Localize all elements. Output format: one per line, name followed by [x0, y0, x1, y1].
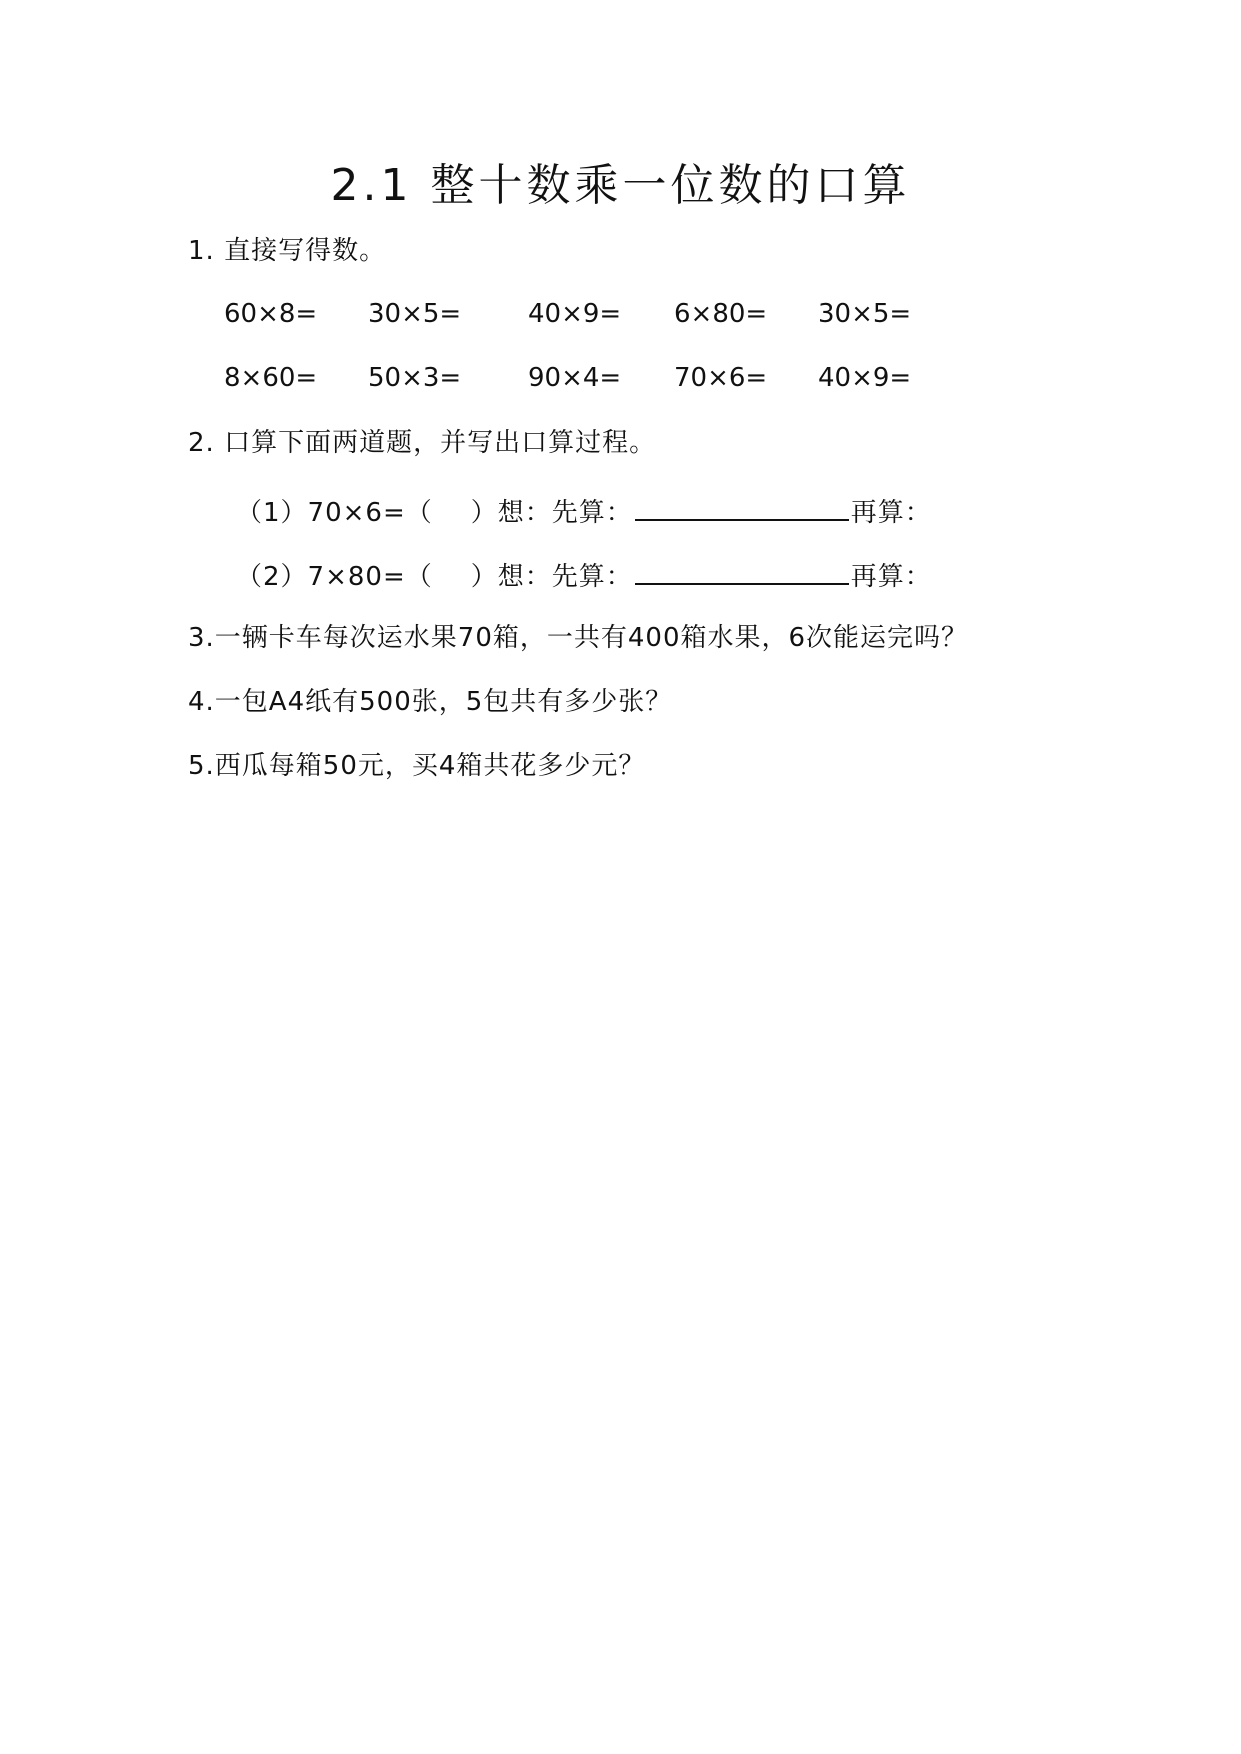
question-4: 4.一包A4纸有500张，5包共有多少张？ [188, 687, 673, 717]
item-suffix: 再算： [850, 562, 932, 592]
question-2-item-1 [236, 491, 932, 530]
calc-item: 50×3= [368, 363, 462, 393]
question-3: 3.一辆卡车每次运水果70箱，一共有400箱水果，6次能运完吗？ [188, 623, 969, 653]
calc-item: 90×4= [528, 363, 622, 393]
calc-item: 8×60= [224, 363, 318, 393]
calc-item: 60×8= [224, 299, 318, 329]
item-mid: ）想：先算： [470, 562, 633, 592]
calc-item: 40×9= [818, 363, 912, 393]
item-suffix: 再算： [850, 498, 932, 528]
calc-item: 40×9= [528, 299, 622, 329]
item-prefix: （1）70×6=（ [236, 498, 433, 528]
calc-item: 70×6= [674, 363, 768, 393]
answer-blank [635, 555, 849, 585]
calc-item: 6×80= [674, 299, 768, 329]
question-2-item-2 [236, 555, 932, 594]
question-1-label: 1. 直接写得数。 [188, 236, 387, 266]
question-2-label: 2. 口算下面两道题，并写出口算过程。 [188, 428, 657, 458]
page-title: 2.1 整十数乘一位数的口算 [330, 160, 911, 211]
answer-blank [635, 491, 849, 521]
item-mid: ）想：先算： [470, 498, 633, 528]
item-prefix: （2）7×80=（ [236, 562, 433, 592]
calc-item: 30×5= [818, 299, 912, 329]
question-5: 5.西瓜每箱50元，买4箱共花多少元？ [188, 751, 646, 781]
calc-item: 30×5= [368, 299, 462, 329]
